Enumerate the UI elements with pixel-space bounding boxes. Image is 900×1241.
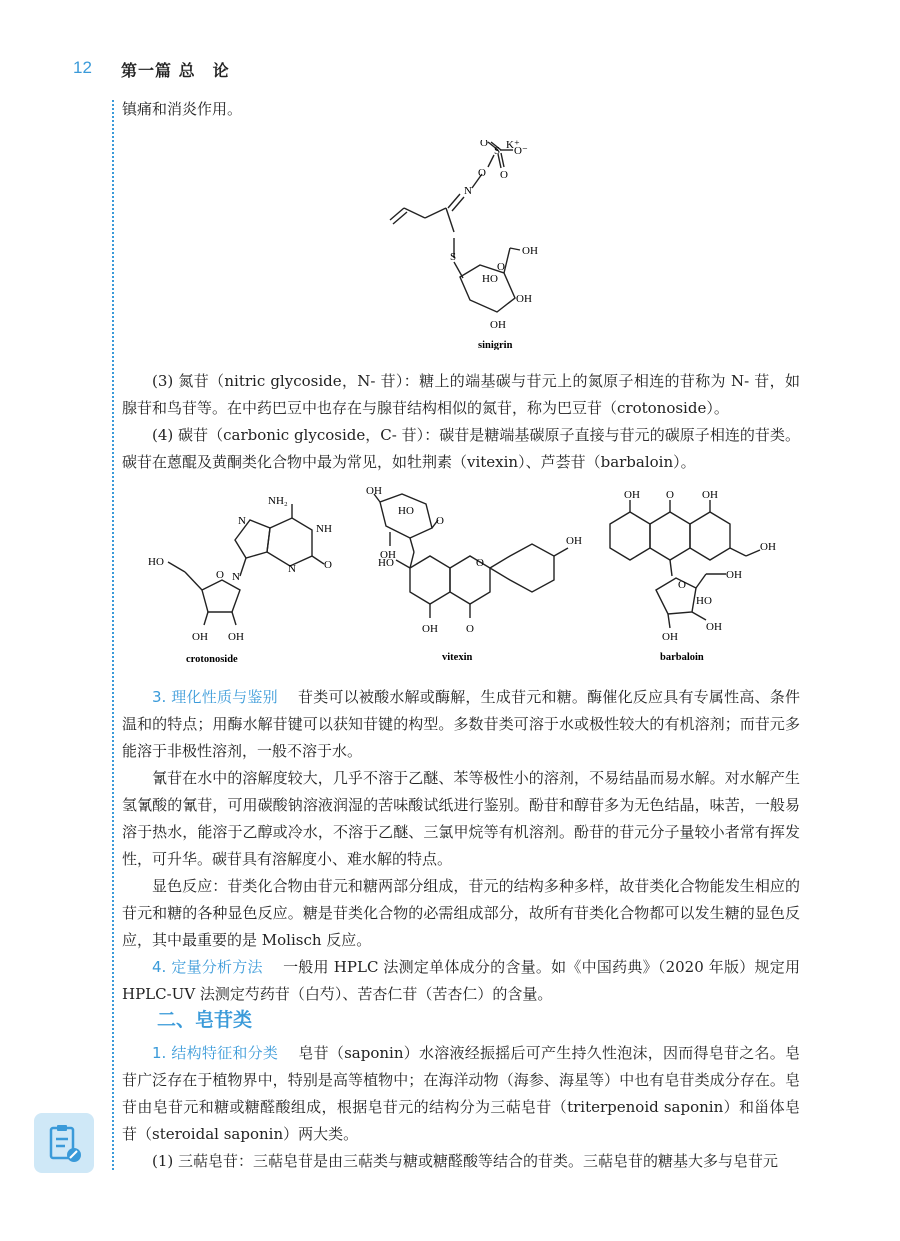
intro-text: 镇痛和消炎作用。 bbox=[122, 100, 243, 118]
atom-label: O bbox=[478, 167, 486, 179]
atom-label: OH bbox=[624, 489, 640, 501]
saponin-subheading: 1. 结构特征和分类 bbox=[152, 1044, 279, 1062]
atom-label: OH bbox=[706, 621, 722, 633]
crotonoside-bonds bbox=[168, 504, 324, 625]
atom-label: OH bbox=[726, 569, 742, 581]
atom-label: S bbox=[494, 145, 501, 157]
saponin-para-2: (1) 三萜皂苷：三萜皂苷是由三萜类与糖或糖醛酸等结合的苷类。三萜皂苷的糖基大多与皂苷元 bbox=[152, 1152, 779, 1170]
atom-label: HO bbox=[696, 595, 712, 607]
figure-caption: crotonoside bbox=[186, 654, 238, 665]
running-head: 第一篇 总 论 bbox=[121, 61, 230, 80]
intro-paragraph bbox=[122, 96, 800, 123]
atom-label: S bbox=[450, 251, 457, 263]
section-3-text: 苷类可以被酸水解或酶解，生成苷元和糖。酶催化反应具有专属性高、条件温和的特点；用酶水解苷键可以获知苷键的构型。多数苷类可溶于水或极性较大的有机溶剂；而苷元多能溶于非极性溶剂，一般不溶于水。 bbox=[122, 688, 800, 760]
section-3-heading: 3. 理化性质与鉴别 bbox=[152, 688, 278, 706]
section-4-para bbox=[122, 954, 800, 1008]
barbaloin-bonds bbox=[610, 500, 760, 628]
atom-label: HO bbox=[378, 557, 394, 569]
atom-label: N bbox=[232, 571, 240, 583]
paragraph-n-glycoside: (3) 氮苷（nitric glycoside，N- 苷）：糖上的端基碳与苷元上的氮原子相连的苷称为 N- 苷，如腺苷和鸟苷等。在中药巴豆中也存在与腺苷结构相似的氮苷，称为巴豆苷（crotonoside）。 bbox=[122, 372, 800, 417]
margin-dotted-rule bbox=[112, 100, 114, 1170]
cation-label: K⁺ bbox=[506, 140, 520, 151]
atom-label: O bbox=[678, 579, 686, 591]
carbon-glycoside-structures bbox=[140, 480, 800, 670]
section-4-text: 一般用 HPLC 法测定单体成分的含量。如《中国药典》（2020 年版）规定用 HPLC-UV 法测定芍药苷（白芍）、苦杏仁苷（苦杏仁）的含量。 bbox=[122, 958, 800, 1003]
section-3-para-3: 显色反应：苷类化合物由苷元和糖两部分组成，苷元的结构多种多样，故苷类化合物能发生相应的苷元和糖的各种显色反应。糖是苷类化合物的必需组成部分，故所有苷类化合物都可以发生糖的显色反应，其中最重要的是 Molisch 反应。 bbox=[122, 877, 800, 949]
atom-label: OH bbox=[702, 489, 718, 501]
atom-label: OH bbox=[192, 631, 208, 643]
paragraph-c-glycoside: (4) 碳苷（carbonic glycoside，C- 苷）：碳苷是糖端基碳原子直接与苷元的碳原子相连的苷类。碳苷在蒽醌及黄酮类化合物中最为常见，如牡荆素（vitexin）、芦荟苷（barbaloin）。 bbox=[122, 426, 800, 471]
atom-label: N bbox=[464, 185, 472, 197]
section-3-para-1 bbox=[122, 684, 800, 765]
figure-caption: vitexin bbox=[442, 652, 473, 663]
figure-caption: barbaloin bbox=[660, 652, 704, 663]
clipboard-pencil-icon[interactable] bbox=[34, 1113, 94, 1173]
atom-label: O⁻ bbox=[514, 145, 528, 157]
atom-label: O bbox=[216, 569, 224, 581]
saponin-para-1 bbox=[122, 1040, 800, 1148]
atom-label: OH bbox=[490, 319, 506, 331]
atom-label: HO bbox=[148, 556, 164, 568]
section-title-saponins: 二、皂苷类 bbox=[157, 1009, 253, 1031]
glycoside-types-block bbox=[122, 368, 800, 476]
atom-label: N bbox=[238, 515, 246, 527]
atom-label: O bbox=[324, 559, 332, 571]
atom-label: O bbox=[497, 261, 505, 273]
atom-label: O bbox=[480, 140, 488, 149]
section-4-heading: 4. 定量分析方法 bbox=[152, 958, 263, 976]
section-3-block bbox=[122, 684, 800, 1008]
atom-label: O bbox=[500, 169, 508, 181]
section-3-para-2: 氰苷在水中的溶解度较大，几乎不溶于乙醚、苯等极性小的溶剂，不易结晶而易水解。对水解产生氢氰酸的氰苷，可用碳酸钠溶液润湿的苦味酸试纸进行鉴别。酚苷和醇苷多为无色结晶，味苦，一般易溶于热水，能溶于乙醇或冷水，不溶于乙醚、三氯甲烷等有机溶剂。酚苷的苷元分子量较小者常有挥发性，可升华。碳苷具有溶解度小、难水解的特点。 bbox=[122, 769, 800, 868]
atom-label: HO bbox=[398, 505, 414, 517]
atom-label: OH bbox=[380, 549, 396, 561]
saponin-text: 皂苷（saponin）水溶液经振摇后可产生持久性泡沫，因而得皂苷之名。皂苷广泛存在于植物界中，特别是高等植物中；在海洋动物（海参、海星等）中也有皂苷类成分存在。皂苷由皂苷元和糖或糖醛酸组成，根据皂苷元的结构分为三萜皂苷（triterpenoid saponin）和甾体皂苷（steroidal saponin）两大类。 bbox=[122, 1044, 800, 1143]
saponin-block bbox=[122, 1040, 800, 1175]
atom-label: HO bbox=[482, 273, 498, 285]
atom-label: OH bbox=[522, 245, 538, 257]
atom-label: NH₂ bbox=[268, 495, 288, 507]
atom-label: N bbox=[288, 563, 296, 575]
atom-label: OH bbox=[760, 541, 776, 553]
sinigrin-structure bbox=[370, 140, 570, 350]
figure-caption: sinigrin bbox=[478, 340, 513, 350]
atom-label: O bbox=[666, 489, 674, 501]
atom-label: O bbox=[436, 515, 444, 527]
atom-label: OH bbox=[366, 485, 382, 497]
atom-label: OH bbox=[566, 535, 582, 547]
atom-label: OH bbox=[228, 631, 244, 643]
page-number: 12 bbox=[73, 58, 92, 77]
atom-label: NH bbox=[316, 523, 332, 535]
atom-label: OH bbox=[516, 293, 532, 305]
atom-label: OH bbox=[422, 623, 438, 635]
atom-label: OH bbox=[662, 631, 678, 643]
atom-label: O bbox=[476, 557, 484, 569]
atom-label: O bbox=[466, 623, 474, 635]
